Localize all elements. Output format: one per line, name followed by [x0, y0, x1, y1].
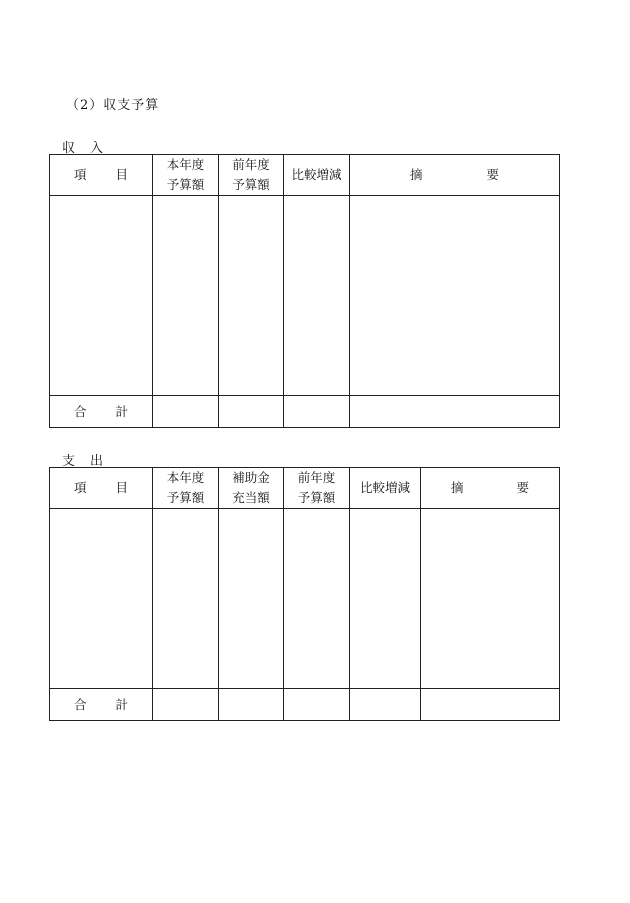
expense-cell-prev-budget[interactable] — [284, 509, 350, 689]
income-col-prev-budget: 前年度 予算額 — [219, 155, 284, 196]
expense-total-prev-budget[interactable] — [284, 689, 350, 721]
income-header-row — [50, 155, 560, 196]
expense-total-subsidy[interactable] — [219, 689, 284, 721]
income-label-char-1: 収 — [62, 141, 77, 156]
income-cell-current-budget[interactable] — [153, 196, 219, 396]
income-total-label: 合 計 — [50, 396, 153, 428]
expense-col-summary: 摘 要 — [421, 468, 560, 509]
income-total-current-budget[interactable] — [153, 396, 219, 428]
expense-header-row — [50, 468, 560, 509]
income-cell-item[interactable] — [50, 196, 153, 396]
expense-total-summary[interactable] — [421, 689, 560, 721]
income-col-summary: 摘 要 — [350, 155, 560, 196]
expense-col-current-budget: 本年度 予算額 — [153, 468, 219, 509]
income-total-row — [50, 396, 560, 428]
expense-col-prev-budget: 前年度 予算額 — [284, 468, 350, 509]
expense-cell-item[interactable] — [50, 509, 153, 689]
income-col-item: 項 目 — [50, 155, 153, 196]
expense-cell-summary[interactable] — [421, 509, 560, 689]
income-body-row — [50, 196, 560, 396]
income-total-prev-budget[interactable] — [219, 396, 284, 428]
expense-body-row — [50, 509, 560, 689]
expense-cell-current-budget[interactable] — [153, 509, 219, 689]
income-cell-comparison[interactable] — [284, 196, 350, 396]
page-heading: （2）収支予算 — [66, 98, 160, 113]
expense-total-current-budget[interactable] — [153, 689, 219, 721]
income-cell-prev-budget[interactable] — [219, 196, 284, 396]
expense-total-label: 合 計 — [50, 689, 153, 721]
income-cell-summary[interactable] — [350, 196, 560, 396]
income-table — [49, 154, 560, 428]
expense-label-char-1: 支 — [62, 454, 77, 469]
expense-col-comparison: 比較増減 — [350, 468, 421, 509]
income-total-comparison[interactable] — [284, 396, 350, 428]
expense-total-comparison[interactable] — [350, 689, 421, 721]
income-col-current-budget: 本年度 予算額 — [153, 155, 219, 196]
income-col-comparison: 比較増減 — [284, 155, 350, 196]
expense-col-subsidy: 補助金 充当額 — [219, 468, 284, 509]
expense-total-row — [50, 689, 560, 721]
expense-col-item: 項 目 — [50, 468, 153, 509]
income-total-summary[interactable] — [350, 396, 560, 428]
expense-table — [49, 467, 560, 721]
expense-label-char-2: 出 — [90, 454, 105, 469]
income-label-char-2: 入 — [90, 141, 105, 156]
expense-cell-subsidy[interactable] — [219, 509, 284, 689]
expense-cell-comparison[interactable] — [350, 509, 421, 689]
